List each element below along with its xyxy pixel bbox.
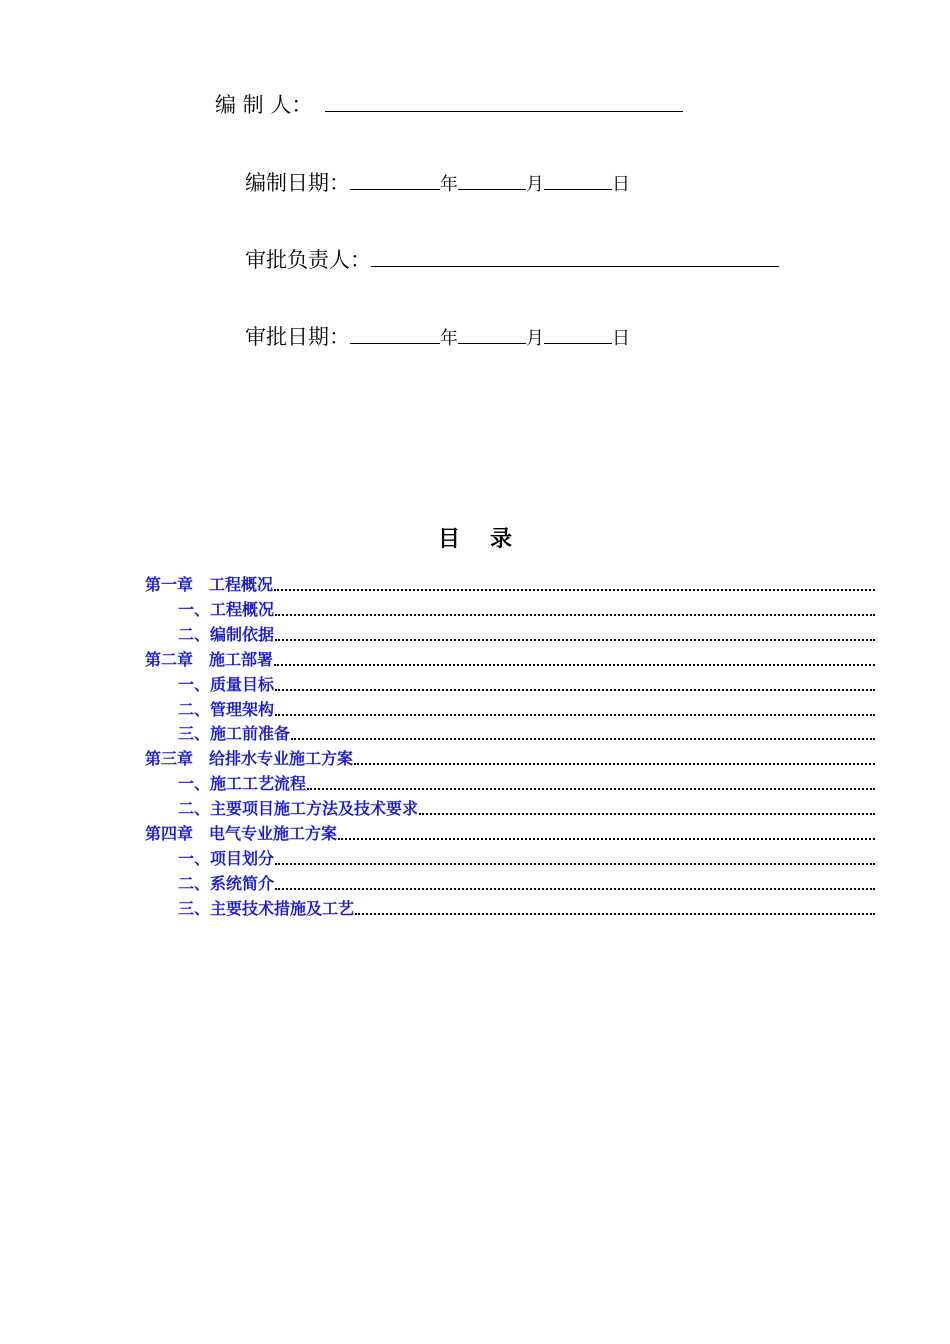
toc-entry[interactable] (145, 572, 875, 596)
toc-leader-dots (354, 763, 875, 765)
toc-entry-label: 二、管理架构 (178, 700, 275, 719)
compiler-blank (325, 91, 683, 112)
compile-date-label: 编制日期： (245, 171, 350, 195)
toc-entry-label: 二、主要项目施工方法及技术要求 (178, 799, 419, 818)
approve-month-blank (458, 323, 526, 344)
toc-leader-dots (275, 639, 875, 641)
compile-month-blank (458, 169, 526, 190)
approver-blank (371, 246, 779, 267)
approve-month-label: 月 (526, 328, 544, 349)
toc-entry[interactable] (178, 597, 875, 621)
compiler-label: 编 制 人： (215, 93, 313, 117)
toc-entry-label: 第二章 施工部署 (145, 650, 274, 669)
toc-entry-label: 三、施工前准备 (178, 724, 291, 743)
toc-entry-label: 一、工程概况 (178, 600, 275, 619)
toc-leader-dots (355, 913, 875, 915)
toc-leader-dots (274, 589, 875, 591)
toc-entry[interactable] (145, 647, 875, 671)
toc-leader-dots (291, 738, 875, 740)
toc-entry-label: 二、编制依据 (178, 625, 275, 644)
toc-entry-label: 第一章 工程概况 (145, 575, 274, 594)
toc-entry[interactable] (178, 896, 875, 920)
compile-day-blank (544, 169, 612, 190)
approve-day-blank (544, 323, 612, 344)
toc-entry[interactable] (178, 672, 875, 696)
approve-day-label: 日 (612, 328, 630, 349)
toc-entry[interactable] (178, 771, 875, 795)
toc-entry-label: 一、施工工艺流程 (178, 774, 307, 793)
compile-year-blank (350, 169, 440, 190)
compile-day-label: 日 (612, 174, 630, 195)
toc-entry-label: 第四章 电气专业施工方案 (145, 824, 338, 843)
toc-entry[interactable] (178, 871, 875, 895)
toc-leader-dots (275, 863, 875, 865)
toc-entry-label: 二、系统简介 (178, 874, 275, 893)
toc-leader-dots (275, 714, 875, 716)
toc-leader-dots (275, 689, 875, 691)
toc-leader-dots (338, 838, 875, 840)
approve-date-label: 审批日期： (245, 325, 350, 349)
compile-year-label: 年 (440, 174, 458, 195)
toc-leader-dots (275, 888, 875, 890)
toc-entry[interactable] (178, 721, 875, 745)
toc-leader-dots (419, 813, 875, 815)
compile-month-label: 月 (526, 174, 544, 195)
toc-leader-dots (275, 614, 875, 616)
toc-leader-dots (274, 664, 875, 666)
toc-entry-label: 第三章 给排水专业施工方案 (145, 749, 354, 768)
toc-title: 目录 (437, 526, 542, 552)
toc-entry[interactable] (178, 796, 875, 820)
toc-entry[interactable] (145, 746, 875, 770)
toc-entry-label: 三、主要技术措施及工艺 (178, 899, 355, 918)
toc-entry[interactable] (178, 697, 875, 721)
toc-entry-label: 一、项目划分 (178, 849, 275, 868)
approve-date-line (245, 322, 630, 354)
toc-entry[interactable] (178, 622, 875, 646)
toc-entry[interactable] (145, 821, 875, 845)
toc-leader-dots (307, 788, 875, 790)
toc-entry[interactable] (178, 846, 875, 870)
compiler-line (215, 90, 683, 120)
approve-year-blank (350, 323, 440, 344)
approver-line (245, 245, 779, 275)
compile-date-line (245, 168, 630, 200)
approve-year-label: 年 (440, 328, 458, 349)
toc-entry-label: 一、质量目标 (178, 675, 275, 694)
approver-label: 审批负责人： (245, 248, 371, 272)
